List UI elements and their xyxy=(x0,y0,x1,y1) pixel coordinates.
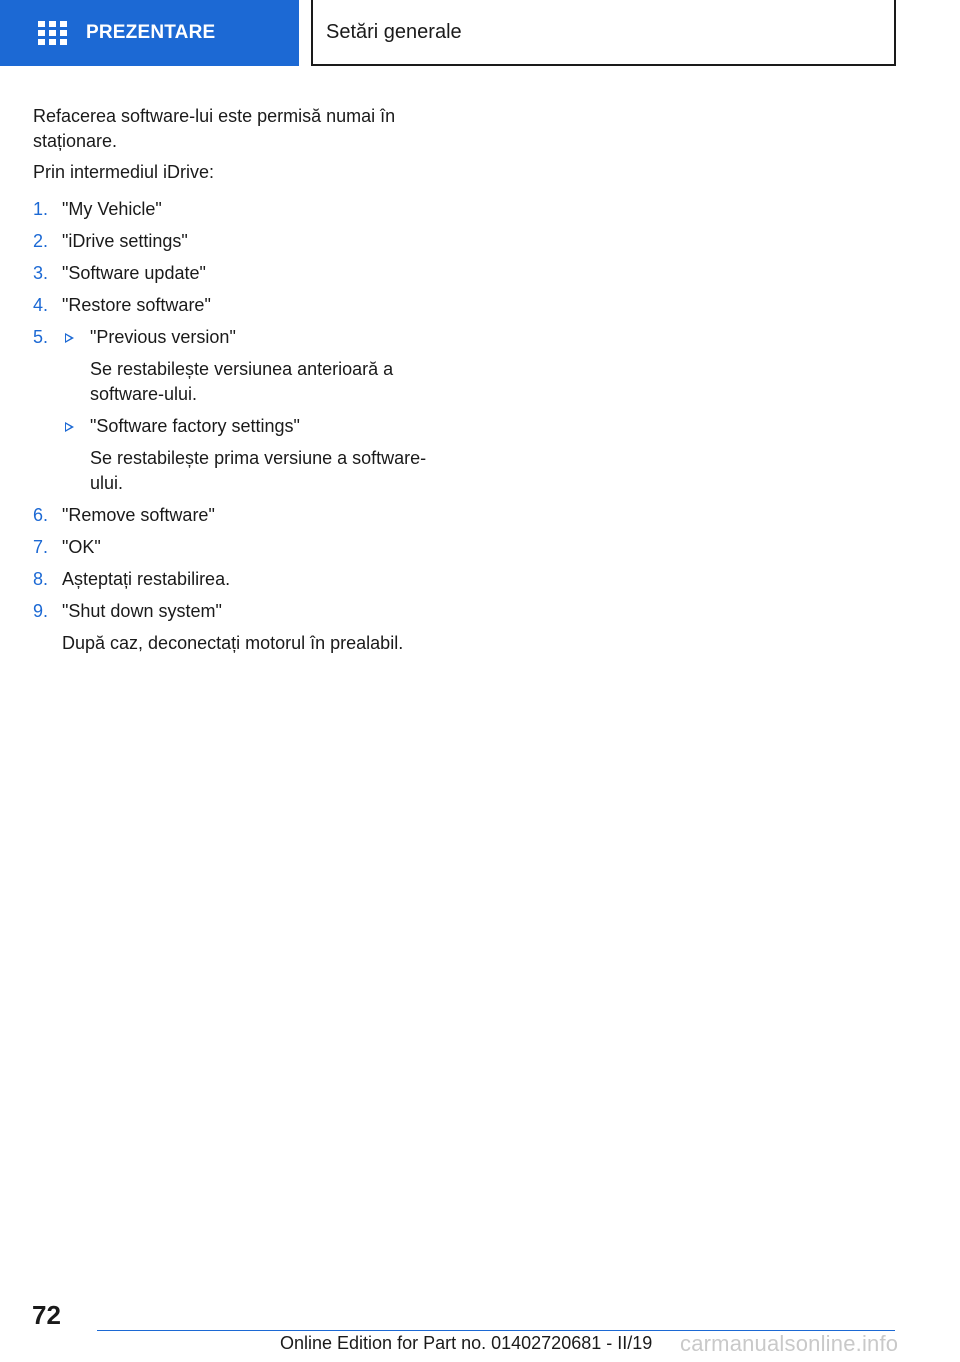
step-number: 6. xyxy=(33,505,49,525)
triangle-bullet-icon xyxy=(65,422,74,432)
step-text: "My Vehicle" xyxy=(62,199,162,219)
step-text: "iDrive settings" xyxy=(62,231,188,251)
via-paragraph: Prin intermediul iDrive: xyxy=(33,162,215,182)
step-number: 5. xyxy=(33,327,49,347)
option-item xyxy=(62,325,453,407)
option-label: "Previous version" xyxy=(90,327,236,347)
section-title: Setări generale xyxy=(326,20,462,43)
watermark: carmanualsonline.info xyxy=(680,1331,899,1356)
step-item xyxy=(33,261,453,286)
intro-paragraph: Refacerea software-lui este permisă numai în staționare. xyxy=(33,106,396,151)
steps-list xyxy=(33,197,453,656)
step-item xyxy=(33,325,453,496)
step-number: 9. xyxy=(33,601,49,621)
step-item xyxy=(33,567,453,592)
edition-text: Online Edition for Part no. 01402720681 - II/19 xyxy=(280,1333,653,1353)
step-text: "Shut down system" xyxy=(62,601,222,621)
chapter-label: PREZENTARE xyxy=(86,22,216,43)
option-list xyxy=(62,325,453,496)
step-text: "Remove software" xyxy=(62,505,215,525)
chapter-tab[interactable] xyxy=(0,0,299,66)
step-number: 1. xyxy=(33,199,49,219)
main-content xyxy=(33,104,453,663)
step-item xyxy=(33,535,453,560)
step-note: După caz, deconectați motorul în prealabil. xyxy=(62,633,404,653)
triangle-bullet-icon xyxy=(65,333,74,343)
page-header xyxy=(0,0,960,66)
grid-icon xyxy=(38,21,67,45)
step-item xyxy=(33,503,453,528)
option-label: "Software factory settings" xyxy=(90,416,300,436)
step-item xyxy=(33,599,453,656)
step-text: Așteptați restabilirea. xyxy=(62,569,231,589)
step-text: "OK" xyxy=(62,537,101,557)
step-number: 2. xyxy=(33,231,49,251)
option-description: Se restabilește versiunea anterioară a software-ului. xyxy=(90,359,394,404)
step-number: 3. xyxy=(33,263,49,283)
step-text: "Restore software" xyxy=(62,295,211,315)
step-item xyxy=(33,229,453,254)
step-item xyxy=(33,293,453,318)
step-text: "Software update" xyxy=(62,263,206,283)
section-header xyxy=(311,0,896,66)
step-number: 4. xyxy=(33,295,49,315)
page-number: 72 xyxy=(32,1300,61,1330)
step-number: 7. xyxy=(33,537,49,557)
option-description: Se restabilește prima versiune a software-ului. xyxy=(90,448,427,493)
step-number: 8. xyxy=(33,569,49,589)
step-item xyxy=(33,197,453,222)
option-item xyxy=(62,414,453,496)
